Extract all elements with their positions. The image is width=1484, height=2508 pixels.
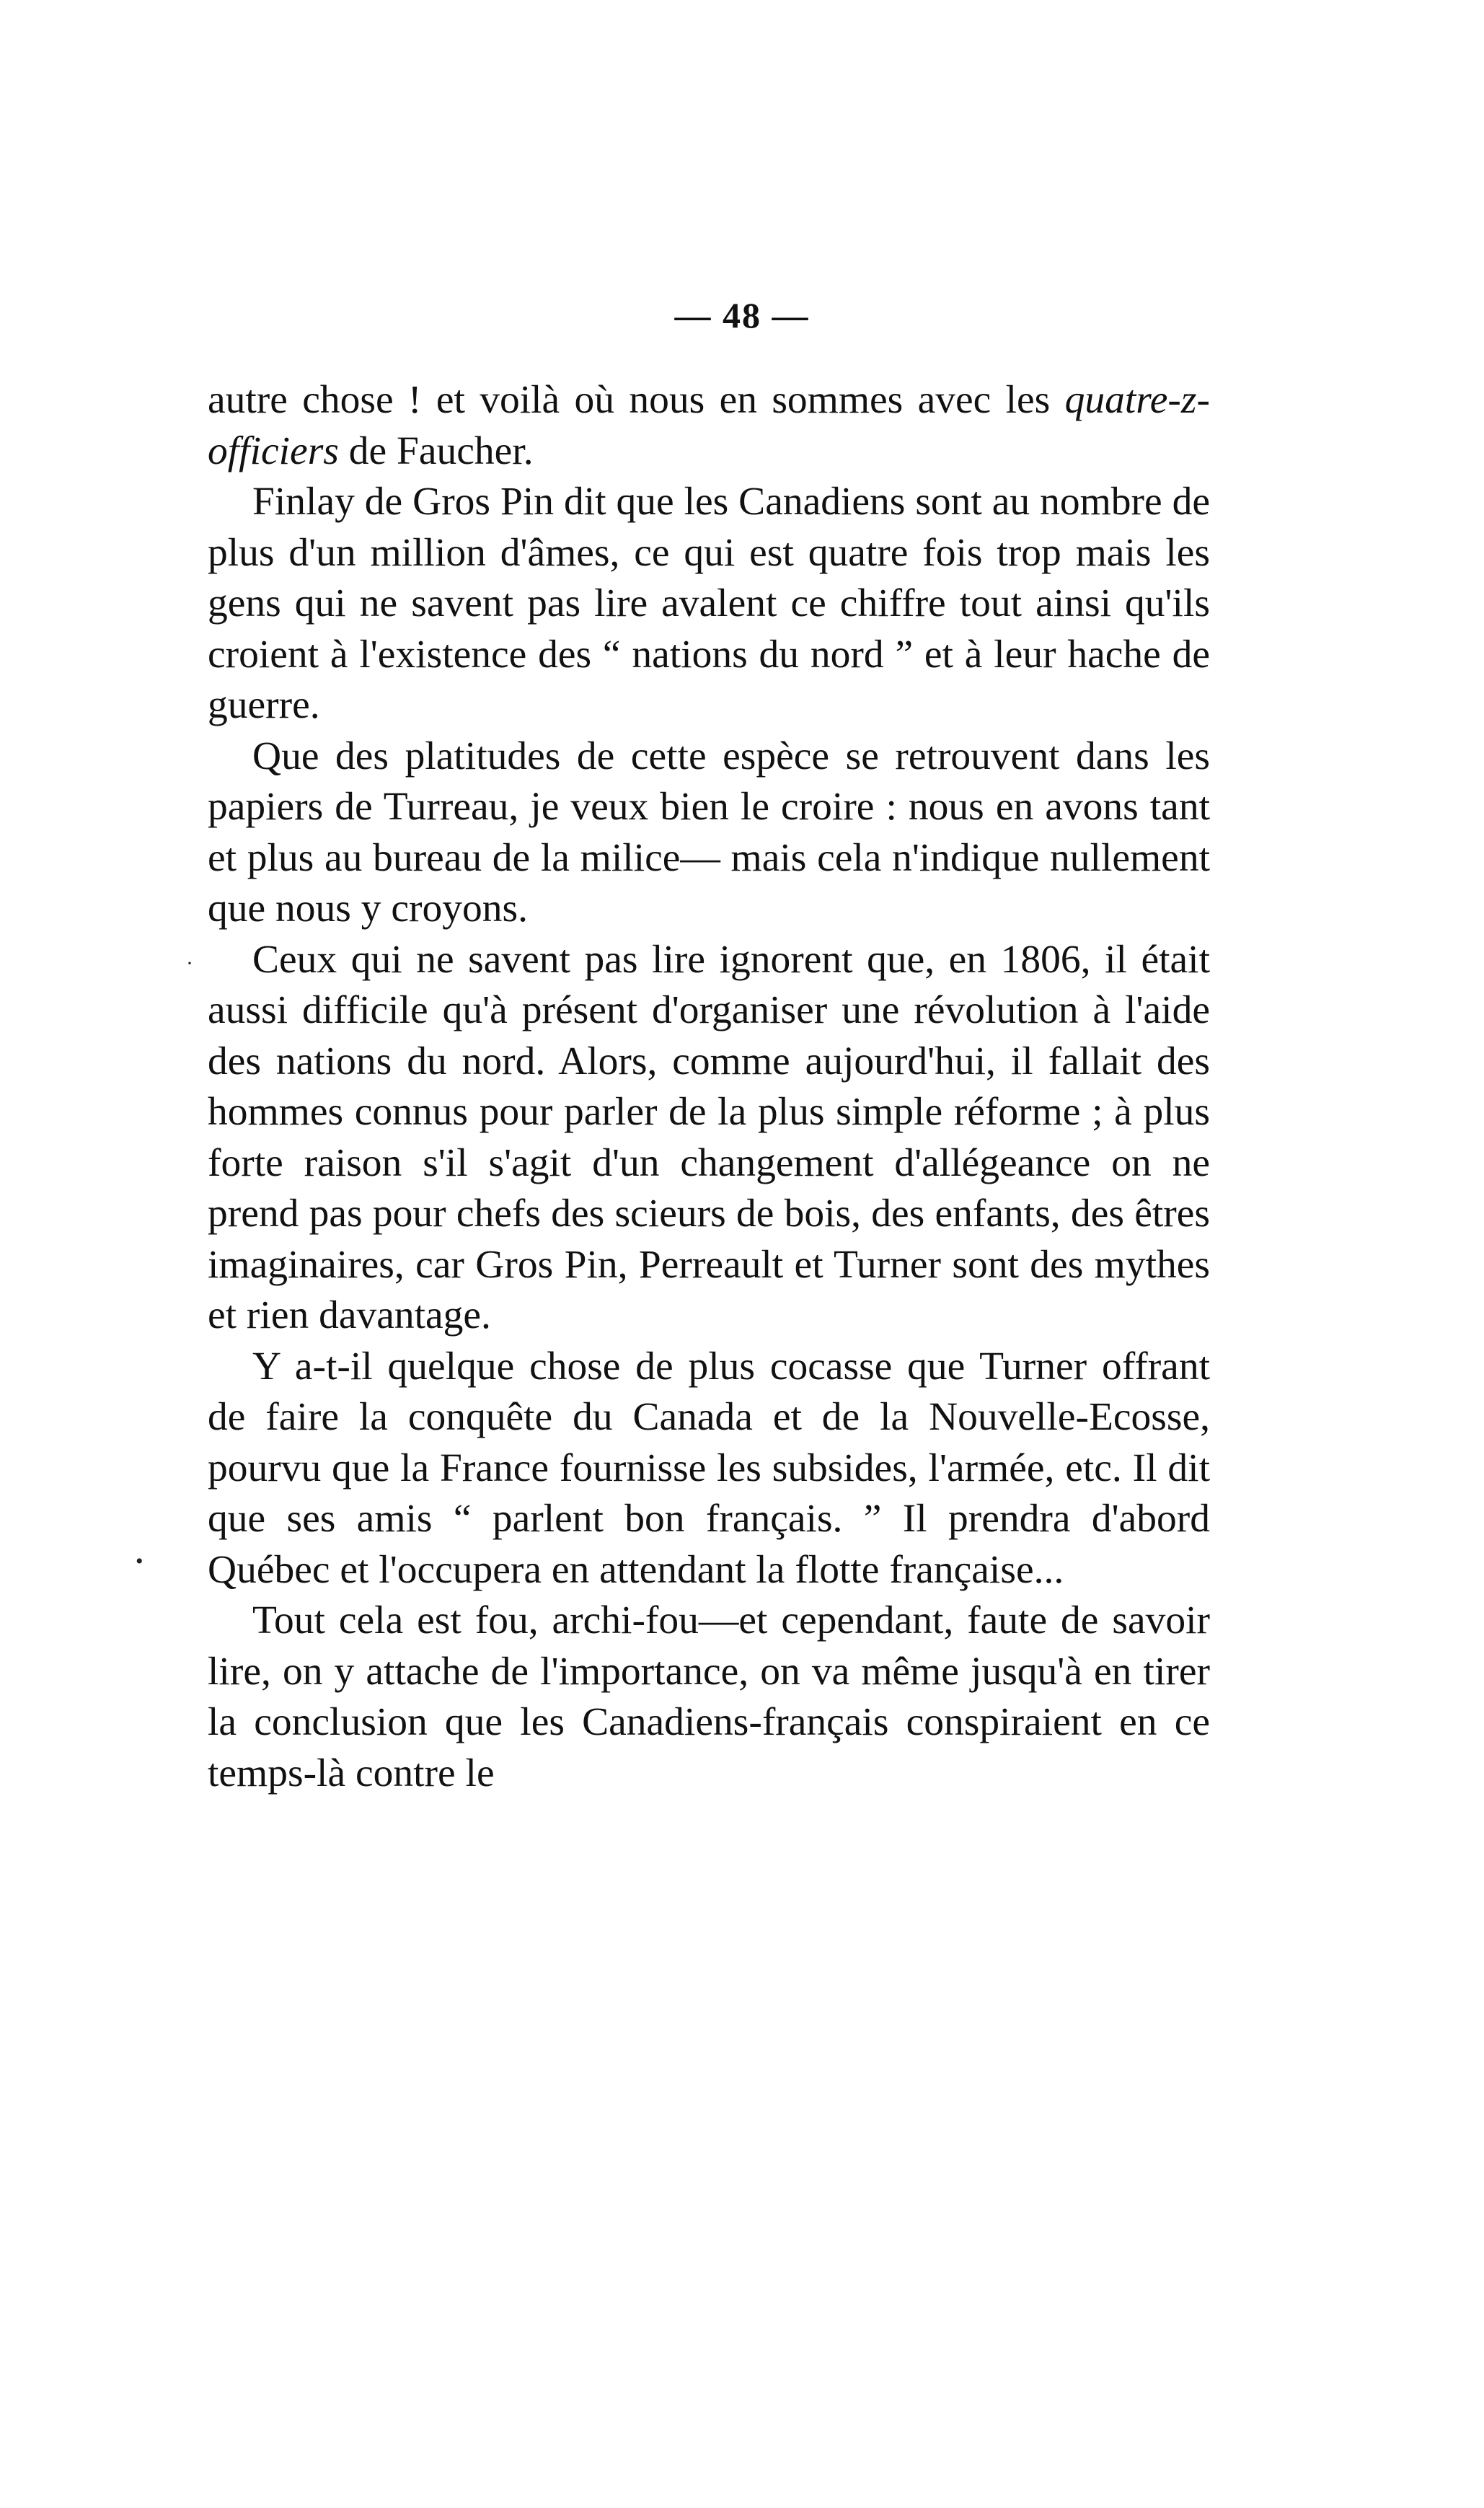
italic-text-segment: quatre-z-officiers: [208, 378, 1210, 473]
paragraph: Que des platitudes de cette espèce se retrouvent dans les papiers de Turreau, je veux bien le croire : nous en avons tant et plus au bureau de la milice— mais cela n'indique nullement que nous y croyons.: [208, 734, 1210, 930]
text-segment: de Faucher.: [338, 428, 534, 473]
paragraph: Tout cela est fou, archi-fou—et cependant, faute de savoir lire, on y attache de l'importance, on va même jusqu'à en tirer la conclusion que les Canadiens-français conspiraient en ce temps-là contre le: [208, 1598, 1210, 1795]
text-body: [208, 375, 1210, 1799]
margin-mark: ·: [186, 951, 193, 975]
paragraph: [208, 375, 1210, 477]
paragraph: Finlay de Gros Pin dit que les Canadiens sont au nombre de plus d'un million d'âmes, ce qui est quatre fois trop mais les gens qui ne savent pas lire avalent ce chiffre tout ainsi qu'ils croient à l'existence des “ nations du nord ” et à leur hache de guerre.: [208, 480, 1210, 727]
paragraph: Y a-t-il quelque chose de plus cocasse que Turner offrant de faire la conquête du Canada et de la Nouvelle-Ecosse, pourvu que la France fournisse les subsides, l'armée, etc. Il dit que ses amis “ parlent bon français. ” Il prendra d'abord Québec et l'occupera en attendant la flotte française...: [208, 1344, 1210, 1592]
margin-mark: •: [136, 1549, 143, 1573]
text-segment: autre chose ! et voilà où nous en sommes avec les: [208, 378, 1065, 422]
page-number: — 48 —: [674, 295, 810, 335]
paragraph: Ceux qui ne savent pas lire ignorent que, en 1806, il était aussi difficile qu'à présent d'organiser une révolution à l'aide des nations du nord. Alors, comme aujourd'hui, il fallait des hommes connus pour parler de la plus simple réforme ; à plus forte raison s'il s'agit d'un changement d'allégeance on ne prend pas pour chefs des scieurs de bois, des enfants, des êtres imaginaires, car Gros Pin, Perreault et Turner sont des mythes et rien davantage.: [208, 937, 1210, 1337]
